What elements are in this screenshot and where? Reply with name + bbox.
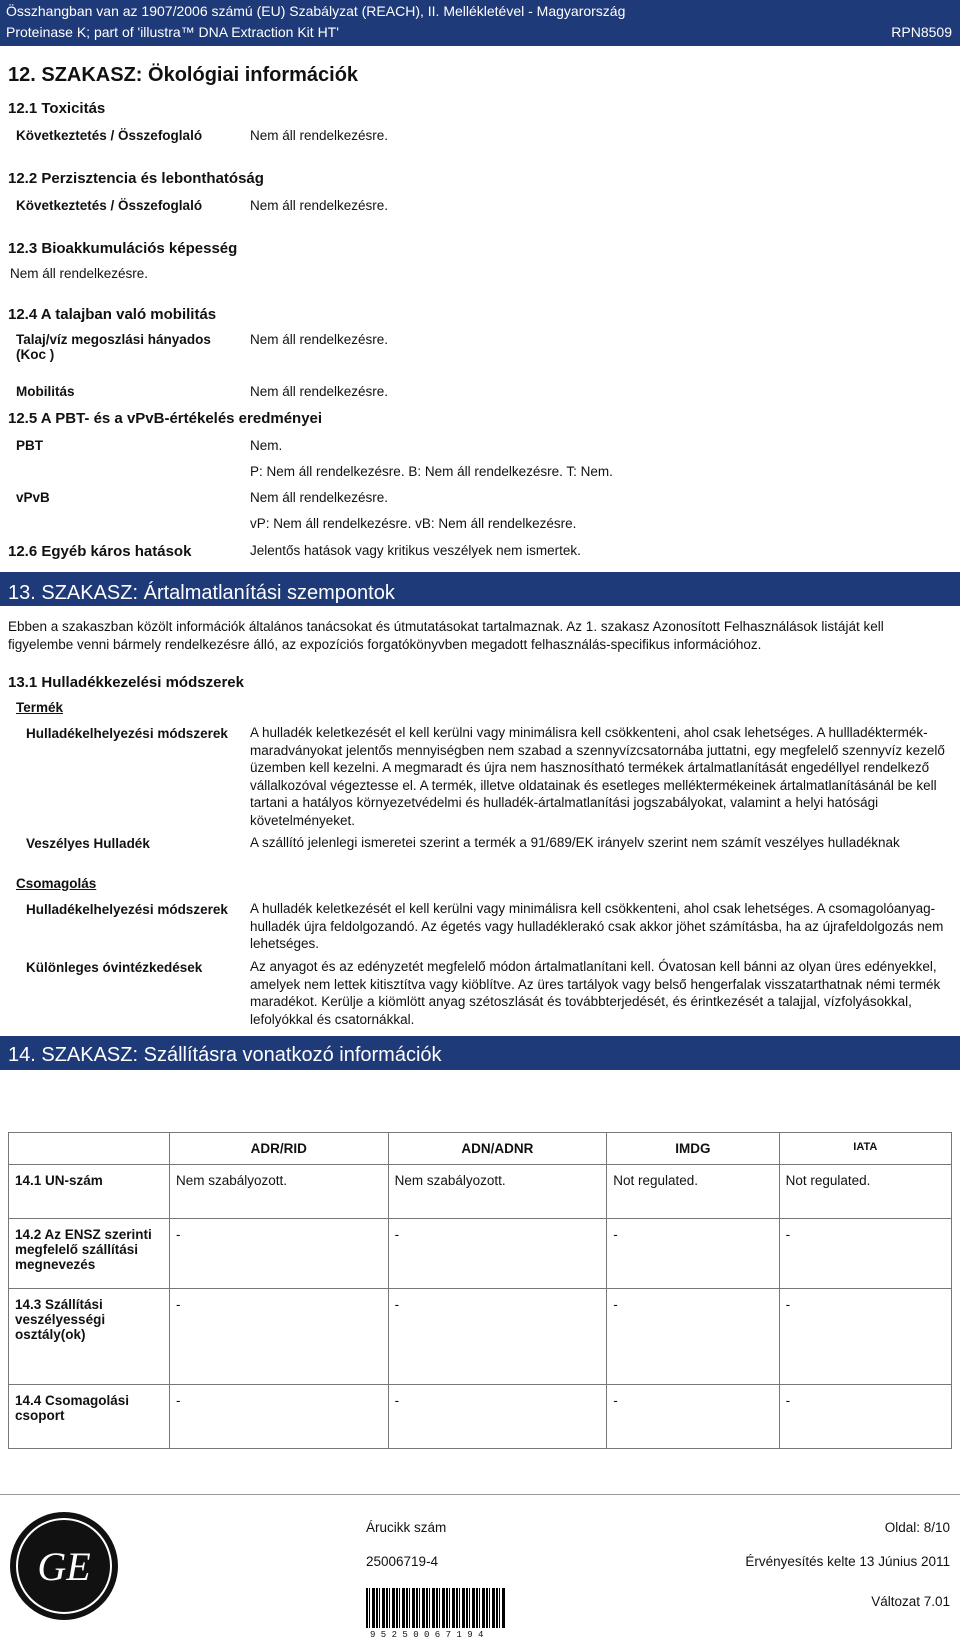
- table-row: [9, 1165, 952, 1219]
- article-label: Árucikk szám: [366, 1520, 447, 1535]
- s12-5-title: 12.5 A PBT- és a vPvB-értékelés eredményei: [8, 410, 323, 427]
- s12-1-title: 12.1 Toxicitás: [8, 100, 106, 117]
- packaging-heading: Csomagolás: [16, 876, 97, 891]
- header-product: Proteinase K; part of 'illustra™ DNA Extraction Kit HT': [6, 24, 339, 40]
- disposal-label: Hulladékelhelyezési módszerek: [26, 726, 228, 741]
- s12-6-title: 12.6 Egyéb káros hatások: [8, 543, 192, 560]
- table-cell: -: [607, 1219, 779, 1289]
- transport-header-adn: ADN/ADNR: [388, 1133, 607, 1165]
- section-14-title: 14. SZAKASZ: Szállításra vonatkozó információk: [8, 1044, 442, 1066]
- pbt-detail: P: Nem áll rendelkezésre. B: Nem áll rendelkezésre. T: Nem.: [250, 464, 613, 479]
- header-regulation: Összhangban van az 1907/2006 számú (EU) Szabályzat (REACH), II. Mellékletével - Magyarország: [6, 3, 626, 19]
- special-precautions-label: Különleges óvintézkedések: [26, 960, 203, 975]
- row-label: 14.2 Az ENSZ szerinti megfelelő szállítási megnevezés: [9, 1219, 170, 1289]
- product-heading: Termék: [16, 700, 64, 715]
- s13-1-title: 13.1 Hulladékkezelési módszerek: [8, 674, 244, 691]
- table-cell: Not regulated.: [607, 1165, 779, 1219]
- footer-divider: [0, 1494, 960, 1495]
- vpvb-label: vPvB: [16, 490, 50, 505]
- s12-6-value: Jelentős hatások vagy kritikus veszélyek nem ismertek.: [250, 543, 581, 558]
- page-number: Oldal: 8/10: [884, 1520, 950, 1535]
- ge-logo-text: GE: [37, 1544, 91, 1589]
- transport-header-iata: IATA: [779, 1133, 951, 1165]
- barcode-digits: 9 5 2 5 0 0 6 7 1 9 4: [370, 1630, 484, 1640]
- table-cell: -: [779, 1289, 951, 1385]
- pbt-value: Nem.: [250, 438, 283, 453]
- row-label: 14.3 Szállítási veszélyességi osztály(ok): [9, 1289, 170, 1385]
- s12-2-title: 12.2 Perzisztencia és lebonthatóság: [8, 170, 264, 187]
- s12-3-title: 12.3 Bioakkumulációs képesség: [8, 240, 238, 257]
- transport-header-blank: [9, 1133, 170, 1165]
- s12-1-value: Nem áll rendelkezésre.: [250, 128, 389, 143]
- hazardous-waste-value: A szállító jelenlegi ismeretei szerint a termék a 91/689/EK irányelv szerint nem számít veszélyes hulladéknak: [250, 835, 900, 850]
- row-label: 14.1 UN-szám: [9, 1165, 170, 1219]
- s12-1-label: Következtetés / Összefoglaló: [16, 128, 203, 143]
- table-cell: -: [607, 1385, 779, 1449]
- table-cell: -: [388, 1219, 607, 1289]
- barcode: [366, 1588, 506, 1628]
- table-cell: -: [388, 1385, 607, 1449]
- table-cell: -: [779, 1219, 951, 1289]
- s13-intro: Ebben a szakaszban közölt információk általános tanácsokat és útmutatásokat tartalmaznak. Az 1. szakasz Azonosított Felhasználások listáját kell figyelembe venni bármely rendelkezésre álló, az expozíciós forgatókönyvben megadott felhasználás-specifikus információhoz.: [8, 619, 884, 652]
- pbt-label: PBT: [16, 438, 43, 453]
- section-12-title: 12. SZAKASZ: Ökológiai információk: [8, 64, 359, 86]
- ge-logo: [8, 1510, 120, 1622]
- table-row: [9, 1385, 952, 1449]
- disposal-value: A hulladék keletkezését el kell kerülni vagy minimálisra kell csökkenteni, ahol csak lehetséges. A hullladéktermék-maradványokat jelentős mennyiségben nem szabad a szennyvízcsatornába juttatni, egy megfelelő szennyvíz kezelő üzemben kell kezelni. A megmaradt és újra nem hasznosítható termékek ártalmatlanítását engedéllyel rendelkező vállalkozóval végeztesse el. A termék, illetve oldatainak és esetleges melléktermékeinek ártalmatlanításánál be kell tartani a hatályos környezetvédelmi és hulladék-ártalmatlanítási jogszabályokat, valamint a helyi hatósági követelményeket.: [250, 725, 945, 828]
- table-cell: -: [607, 1289, 779, 1385]
- table-cell: Not regulated.: [779, 1165, 951, 1219]
- table-cell: -: [170, 1385, 389, 1449]
- table-cell: -: [779, 1385, 951, 1449]
- section-13-title: 13. SZAKASZ: Ártalmatlanítási szempontok: [8, 582, 395, 604]
- row-label: 14.4 Csomagolási csoport: [9, 1385, 170, 1449]
- packaging-disposal-value: A hulladék keletkezését el kell kerülni vagy minimálisra kell csökkenteni, ahol csak lehetséges. A csomagolóanyag-hulladék újra feldolgozandó. Az égetés vagy hulladéklerakó csak akkor jöhet számításba, ha az újrafeldolgozás nem lehetséges.: [250, 901, 944, 951]
- article-number: 25006719-4: [366, 1554, 439, 1569]
- transport-header-adr: ADR/RID: [170, 1133, 389, 1165]
- header-code: RPN8509: [891, 24, 952, 40]
- vpvb-detail: vP: Nem áll rendelkezésre. vB: Nem áll rendelkezésre.: [250, 516, 577, 531]
- s12-2-value: Nem áll rendelkezésre.: [250, 198, 389, 213]
- vpvb-value: Nem áll rendelkezésre.: [250, 490, 389, 505]
- table-row: [9, 1219, 952, 1289]
- mobility-label: Mobilitás: [16, 384, 75, 399]
- table-cell: Nem szabályozott.: [388, 1165, 607, 1219]
- special-precautions-value: Az anyagot és az edényzetét megfelelő módon ártalmatlanítani kell. Óvatosan kell bánni az olyan üres edényekkel, amelyek nem lettek kitisztítva vagy kiöblítve. Az üres tartályok vagy belső hengerfalak visszatarthatnak némi termék maradékot. Kerülje a kiömlött anyag szétoszlását és továbbterjedését, és érintkezését a talajjal, vízfolyásokkal, lefolyókkal és csatornákkal.: [250, 959, 941, 1027]
- koc-label: Talaj/víz megoszlási hányados (Koc ): [16, 332, 211, 362]
- s12-4-title: 12.4 A talajban való mobilitás: [8, 306, 217, 323]
- packaging-disposal-label: Hulladékelhelyezési módszerek: [26, 902, 228, 917]
- table-cell: -: [170, 1289, 389, 1385]
- table-cell: -: [388, 1289, 607, 1385]
- koc-value: Nem áll rendelkezésre.: [250, 332, 389, 347]
- table-row: [9, 1289, 952, 1385]
- table-cell: Nem szabályozott.: [170, 1165, 389, 1219]
- transport-header-row: [9, 1133, 952, 1165]
- validation-date: Érvényesítés kelte 13 Június 2011: [745, 1554, 950, 1569]
- version: Változat 7.01: [871, 1594, 950, 1609]
- s12-3-value: Nem áll rendelkezésre.: [10, 266, 149, 281]
- transport-table: [8, 1132, 952, 1449]
- s12-2-label: Következtetés / Összefoglaló: [16, 198, 203, 213]
- mobility-value: Nem áll rendelkezésre.: [250, 384, 389, 399]
- transport-header-imdg: IMDG: [607, 1133, 779, 1165]
- table-cell: -: [170, 1219, 389, 1289]
- hazardous-waste-label: Veszélyes Hulladék: [26, 836, 150, 851]
